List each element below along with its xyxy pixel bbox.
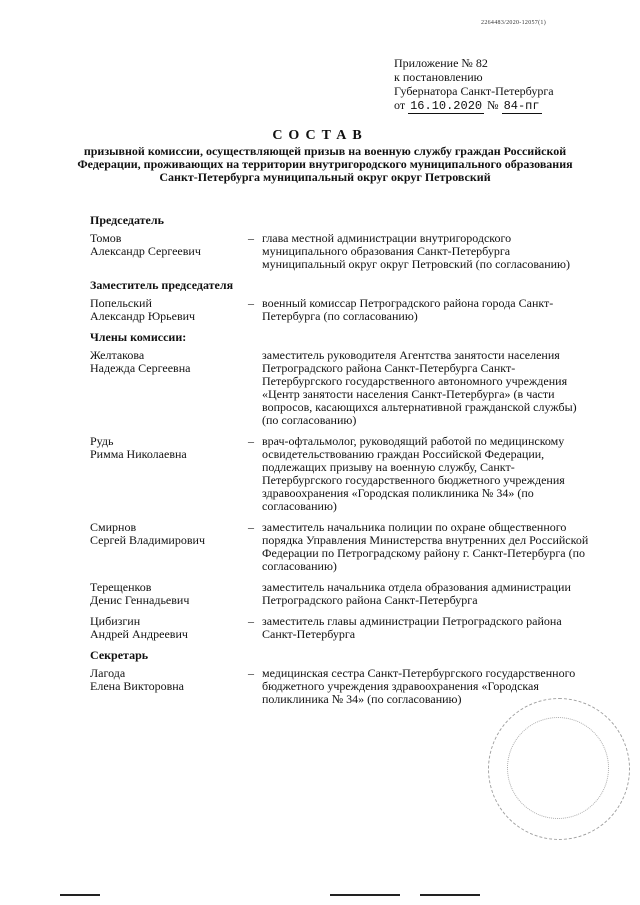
dash: – [248, 614, 254, 628]
commission-list [90, 214, 590, 714]
person-name [90, 581, 248, 607]
person-role: военный комиссар Петроградского района города Санкт-Петербурга (по согласованию) [262, 296, 554, 323]
surname: Лагода [90, 666, 126, 680]
given-name: Сергей Владимирович [90, 533, 205, 547]
person-role: врач-офтальмолог, руководящий работой по медицинскому освидетельствованию граждан Российской Федерации, подлежащих призыву на военную службу, Санкт-Петербургского государственного бюджетного учреждения здравоохранения «Городская поликлиника № 34» (по согласованию) [262, 434, 565, 513]
person-name [90, 615, 248, 641]
surname: Терещенков [90, 580, 152, 594]
given-name: Елена Викторовна [90, 679, 184, 693]
person-role: заместитель руководителя Агентства занятости населения Петроградского района Санкт-Петербурга Санкт-Петербургского государственного автономного учреждения «Центр занятости населения Санкт-Петербурга» (в части вопросов, касающихся альтернативной гражданской службы) (по согласованию) [262, 348, 577, 427]
appendix-number: 84-пг [503, 99, 540, 113]
person-name [90, 435, 248, 513]
section-secretary: Секретарь [90, 648, 149, 662]
person-role: заместитель начальника полиции по охране общественного порядка Управления Министерства внутренних дел Российской Федерации по Петроградскому району г. Санкт-Петербурга (по согласованию) [262, 520, 589, 573]
person-row [90, 581, 590, 607]
person-role: заместитель начальника отдела образования администрации Петроградского района Санкт-Петербурга [262, 580, 571, 607]
seal-inner-ring [507, 717, 609, 819]
section-deputy: Заместитель председателя [90, 278, 234, 292]
appendix-block [394, 56, 554, 113]
person-row [90, 232, 590, 271]
surname: Попельский [90, 296, 152, 310]
document-title: СОСТАВ [272, 128, 368, 143]
person-row [90, 297, 590, 323]
appendix-line: Приложение № 82 [394, 56, 488, 70]
given-name: Андрей Андреевич [90, 627, 188, 641]
document-subtitle: призывной комиссии, осуществляющей призыв на военную службу граждан Российской Федерации, проживающих на территории внутригородского муниципального образования Санкт-Петербурга муниципальный округ округ Петровский [77, 144, 573, 184]
scan-mark [330, 894, 400, 896]
person-role: глава местной администрации внутригородского муниципального образования Санкт-Петербурга муниципальный округ округ Петровский (по согласованию) [262, 231, 571, 271]
person-row [90, 521, 590, 573]
surname: Рудь [90, 434, 114, 448]
dash [248, 349, 262, 427]
section-members: Члены комиссии: [90, 330, 187, 344]
person-name [90, 297, 248, 323]
given-name: Надежда Сергеевна [90, 361, 191, 375]
person-row [90, 667, 590, 706]
appendix-date: 16.10.2020 [410, 99, 483, 113]
dash: – [248, 434, 254, 448]
dash: – [248, 231, 254, 245]
section-chairman: Председатель [90, 213, 164, 227]
surname: Цибизгин [90, 614, 141, 628]
dash [248, 581, 262, 607]
given-name: Денис Геннадьевич [90, 593, 190, 607]
person-row [90, 435, 590, 513]
appendix-from: от [394, 98, 406, 112]
person-role: медицинская сестра Санкт-Петербургского государственного бюджетного учреждения здравоохранения «Городская поликлиника № 34» (по согласованию) [262, 666, 576, 706]
surname: Смирнов [90, 520, 137, 534]
person-row [90, 615, 590, 641]
dash: – [248, 666, 254, 680]
footer-scan-marks [0, 892, 640, 898]
given-name: Александр Юрьевич [90, 309, 196, 323]
person-name [90, 667, 248, 706]
appendix-date-line [394, 98, 554, 113]
person-row [90, 349, 590, 427]
dash: – [248, 296, 254, 310]
round-stamp-seal-icon [488, 698, 630, 840]
document-number: 2264483/2020-12057(1) [481, 20, 546, 26]
appendix-no-sign: № [487, 98, 499, 112]
person-role: заместитель главы администрации Петроградского района Санкт-Петербурга [262, 614, 562, 641]
surname: Желтакова [90, 348, 145, 362]
person-name [90, 349, 248, 427]
dash: – [248, 520, 254, 534]
given-name: Римма Николаевна [90, 447, 187, 461]
scan-mark [60, 894, 100, 896]
scan-mark [420, 894, 480, 896]
person-name [90, 232, 248, 271]
surname: Томов [90, 231, 122, 245]
given-name: Александр Сергеевич [90, 244, 201, 258]
appendix-line: к постановлению [394, 70, 483, 84]
appendix-line: Губернатора Санкт-Петербурга [394, 84, 554, 98]
person-name [90, 521, 248, 573]
